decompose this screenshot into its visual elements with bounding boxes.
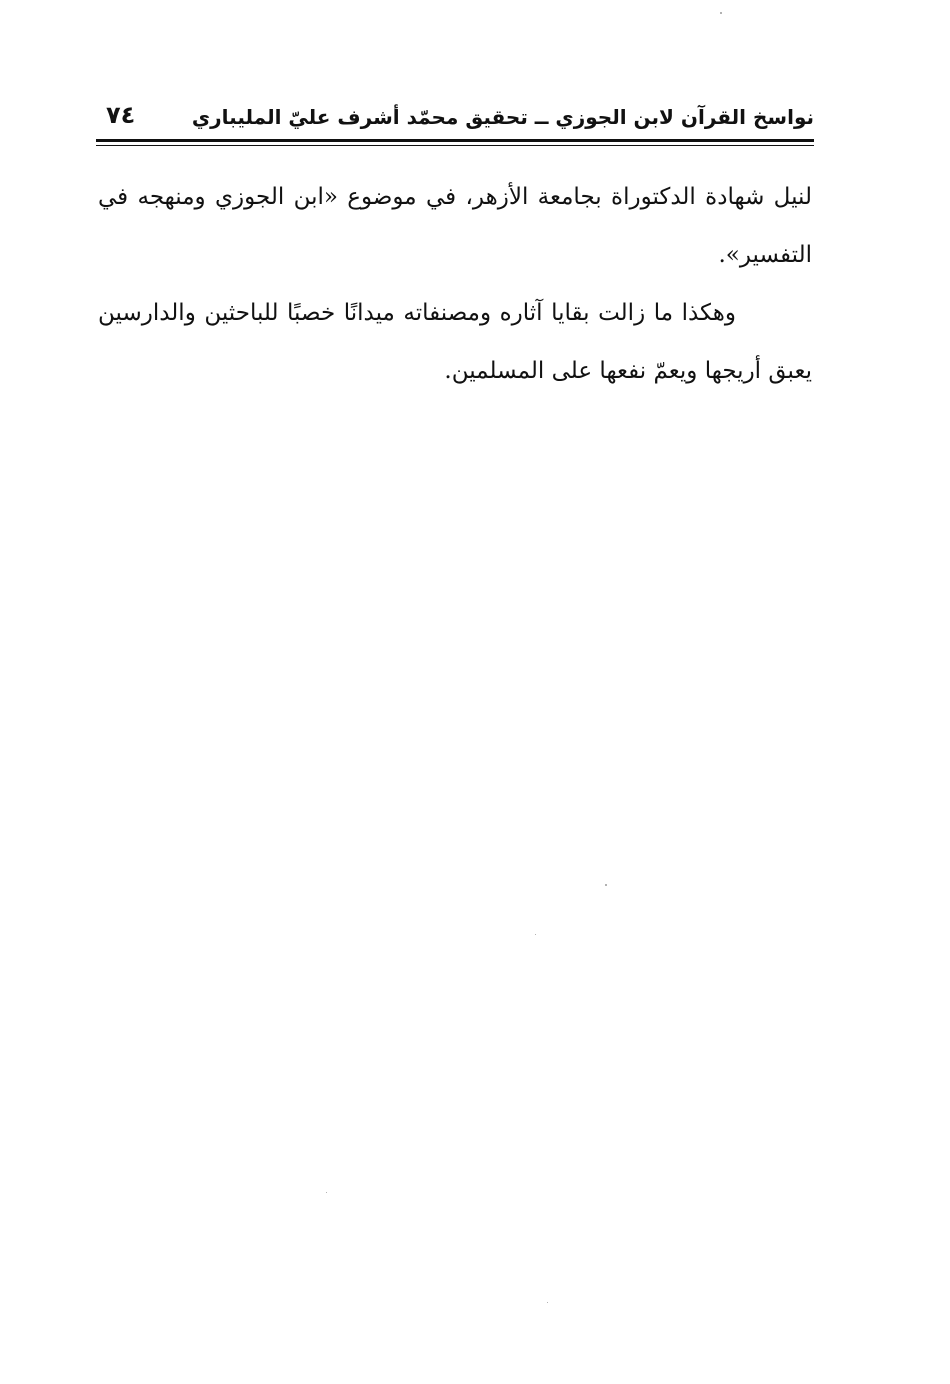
running-title: نواسخ القرآن لابن الجوزي ــ تحقيق محمّد أشرف عليّ المليباري: [191, 105, 814, 129]
scan-speck: [720, 12, 722, 14]
scan-speck: [547, 1302, 548, 1303]
paragraph-2: وهكذا ما زالت بقايا آثاره ومصنفاته ميدانًا خصبًا للباحثين والدارسين يعبق أريجها ويعمّ نفعها على المسلمين.: [98, 300, 812, 384]
scan-speck: [605, 884, 607, 886]
page-header: [96, 96, 814, 140]
scan-speck: [535, 934, 536, 935]
header-rule-thin: [96, 145, 814, 146]
scan-speck: [326, 1192, 327, 1193]
paragraph-1: لنيل شهادة الدكتوراة بجامعة الأزهر، في موضوع «ابن الجوزي ومنهجه في التفسير».: [98, 184, 812, 268]
body-text: [98, 168, 812, 400]
header-rule-thick: [96, 139, 814, 142]
page-number: ٧٤: [106, 101, 136, 129]
